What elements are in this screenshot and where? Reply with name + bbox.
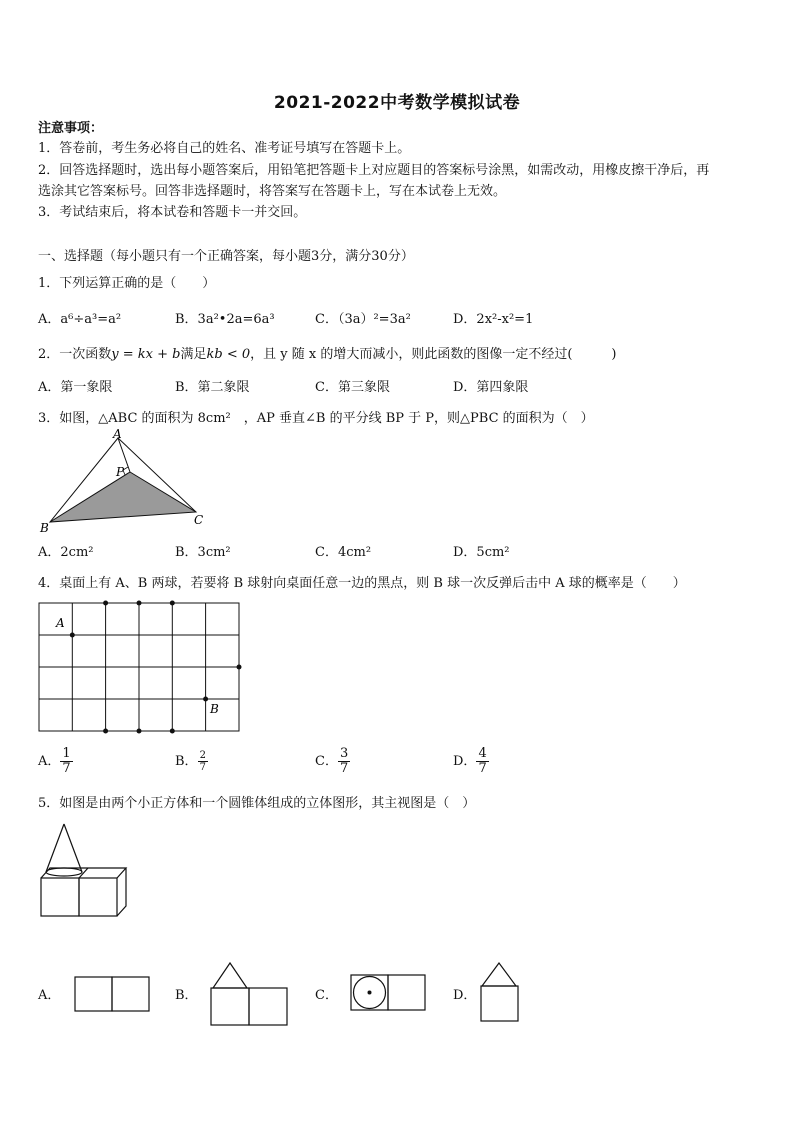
option-a-prefix: A． [38, 754, 61, 769]
question-5-option-a[interactable]: A． [38, 988, 61, 1003]
dot-bottom-3 [170, 729, 175, 734]
question-2-option-c[interactable]: C．第三象限 [315, 380, 390, 395]
option-d-triangle [482, 963, 516, 986]
dot-top-1 [103, 601, 108, 606]
notice-item-3: 3．考试结束后，将本试卷和答题卡一并交回。 [38, 205, 307, 220]
notice-heading: 注意事项： [38, 121, 104, 136]
triangle-pbc-shaded [50, 472, 196, 522]
question-3-option-d[interactable]: D．5cm² [453, 545, 510, 560]
question-3-option-b[interactable]: B．3cm² [175, 545, 231, 560]
cube-left-front [41, 878, 79, 916]
question-5-option-c[interactable]: C． [315, 988, 338, 1003]
page-title: 2021-2022中考数学模拟试卷 [273, 93, 521, 113]
cone-left-edge [46, 824, 64, 872]
question-2-stem-part-b: 满足 [180, 347, 207, 362]
label-p: P [116, 465, 125, 479]
triangle-figure [38, 428, 218, 538]
option-d-figure [478, 960, 524, 1024]
question-4-option-b[interactable] [175, 744, 208, 780]
grid-lines [39, 603, 239, 731]
label-b: B [40, 521, 49, 535]
option-d-fraction [476, 747, 488, 776]
ball-b-label: B [210, 702, 219, 716]
option-c-center-dot [368, 991, 372, 995]
section-heading: 一、选择题（每小题只有一个正确答案，每小题3分，满分30分） [38, 249, 414, 264]
question-4-option-c[interactable] [315, 744, 350, 780]
ball-a-label: A [56, 616, 65, 630]
question-1-option-c[interactable]: C．（3a）²=3a² [315, 312, 411, 327]
cone-base [46, 868, 82, 876]
question-2-option-d[interactable]: D．第四象限 [453, 380, 529, 395]
question-1-option-a[interactable]: A．a⁶÷a³=a² [38, 312, 122, 327]
question-5-stem: 5．如图是由两个小正方体和一个圆锥体组成的立体图形，其主视图是（ ） [38, 796, 476, 811]
dot-top-2 [137, 601, 142, 606]
question-2-formula-1: y = kx + b [111, 347, 181, 362]
question-2-option-a[interactable]: A．第一象限 [38, 380, 113, 395]
label-c: C [194, 513, 204, 527]
option-d-numerator: 4 [478, 746, 487, 761]
option-b-numerator: 2 [199, 750, 206, 761]
option-d-denominator: 7 [478, 761, 487, 776]
question-2-option-b[interactable]: B．第二象限 [175, 380, 250, 395]
dot-bottom-1 [103, 729, 108, 734]
ball-b-dot [203, 697, 208, 702]
option-c-denominator: 7 [339, 761, 349, 776]
option-b-square-right [249, 988, 287, 1025]
cube-side-edges [117, 868, 126, 916]
option-a-numerator: 1 [62, 746, 71, 761]
question-1-option-d[interactable]: D．2x²-x²=1 [453, 312, 534, 327]
question-2-stem-part-a: 2．一次函数 [38, 347, 112, 362]
question-4-stem: 4．桌面上有 A、B 两球，若要将 B 球射向桌面任意一边的黑点，则 B 球一次反弹后击中 A 球的概率是（ ） [38, 576, 686, 591]
option-c-fraction [338, 747, 350, 776]
question-3-option-a[interactable]: A．2cm² [38, 545, 94, 560]
option-b-fraction [198, 750, 208, 773]
question-4-option-d[interactable] [453, 744, 489, 780]
notice-item-2: 2．回答选择题时，选出每小题答案后，用铅笔把答题卡上对应题目的答案标号涂黑，如需改动，用橡皮擦干净后，再 [38, 163, 710, 178]
option-c-numerator: 3 [339, 746, 349, 761]
option-b-figure [208, 960, 290, 1028]
dot-bottom-2 [137, 729, 142, 734]
cube-right-front [79, 878, 117, 916]
question-2-stem-part-c: ，且 y 随 x 的增大而减小，则此函数的图像一定不经过( ) [250, 347, 617, 362]
option-a-figure [72, 975, 152, 1015]
question-3-option-c[interactable]: C．4cm² [315, 545, 372, 560]
dot-right-1 [237, 665, 242, 670]
option-a-fraction [60, 747, 72, 776]
option-b-denominator: 7 [199, 762, 206, 773]
option-c-square-right [388, 975, 425, 1010]
question-4-option-a[interactable] [38, 744, 73, 780]
question-2-stem [38, 343, 617, 362]
question-2-formula-2: kb < 0 [206, 347, 251, 362]
option-b-prefix: B． [175, 754, 198, 769]
question-1-option-b[interactable]: B．3a²•2a=6a³ [175, 312, 275, 327]
dot-top-3 [170, 601, 175, 606]
option-a-square-left [75, 977, 112, 1011]
option-b-triangle [213, 963, 247, 988]
question-5-option-d[interactable]: D． [453, 988, 477, 1003]
cone-right-edge [64, 824, 82, 872]
option-d-prefix: D． [453, 754, 477, 769]
option-b-square-left [211, 988, 249, 1025]
option-c-prefix: C． [315, 754, 338, 769]
question-3-stem: 3．如图，△ABC 的面积为 8cm² ，AP 垂直∠B 的平分线 BP 于 P，则△PBC 的面积为（ ） [38, 411, 594, 426]
ball-a-dot [70, 633, 75, 638]
question-1-stem: 1．下列运算正确的是（ ） [38, 276, 216, 291]
option-d-square [481, 986, 518, 1021]
cube-top-divider [79, 868, 88, 878]
notice-item-1: 1．答卷前，考生务必将自己的姓名、准考证号填写在答题卡上。 [38, 141, 411, 156]
notice-item-2-cont: 选涂其它答案标号。回答非选择题时，将答案写在答题卡上，写在本试卷上无效。 [38, 184, 507, 199]
option-a-denominator: 7 [62, 761, 71, 776]
label-a: A [113, 428, 122, 441]
billiard-grid-figure [36, 600, 248, 736]
question-5-option-b[interactable]: B． [175, 988, 198, 1003]
option-a-square-right [112, 977, 149, 1011]
solid-figure [36, 820, 136, 920]
option-c-figure [348, 972, 428, 1014]
